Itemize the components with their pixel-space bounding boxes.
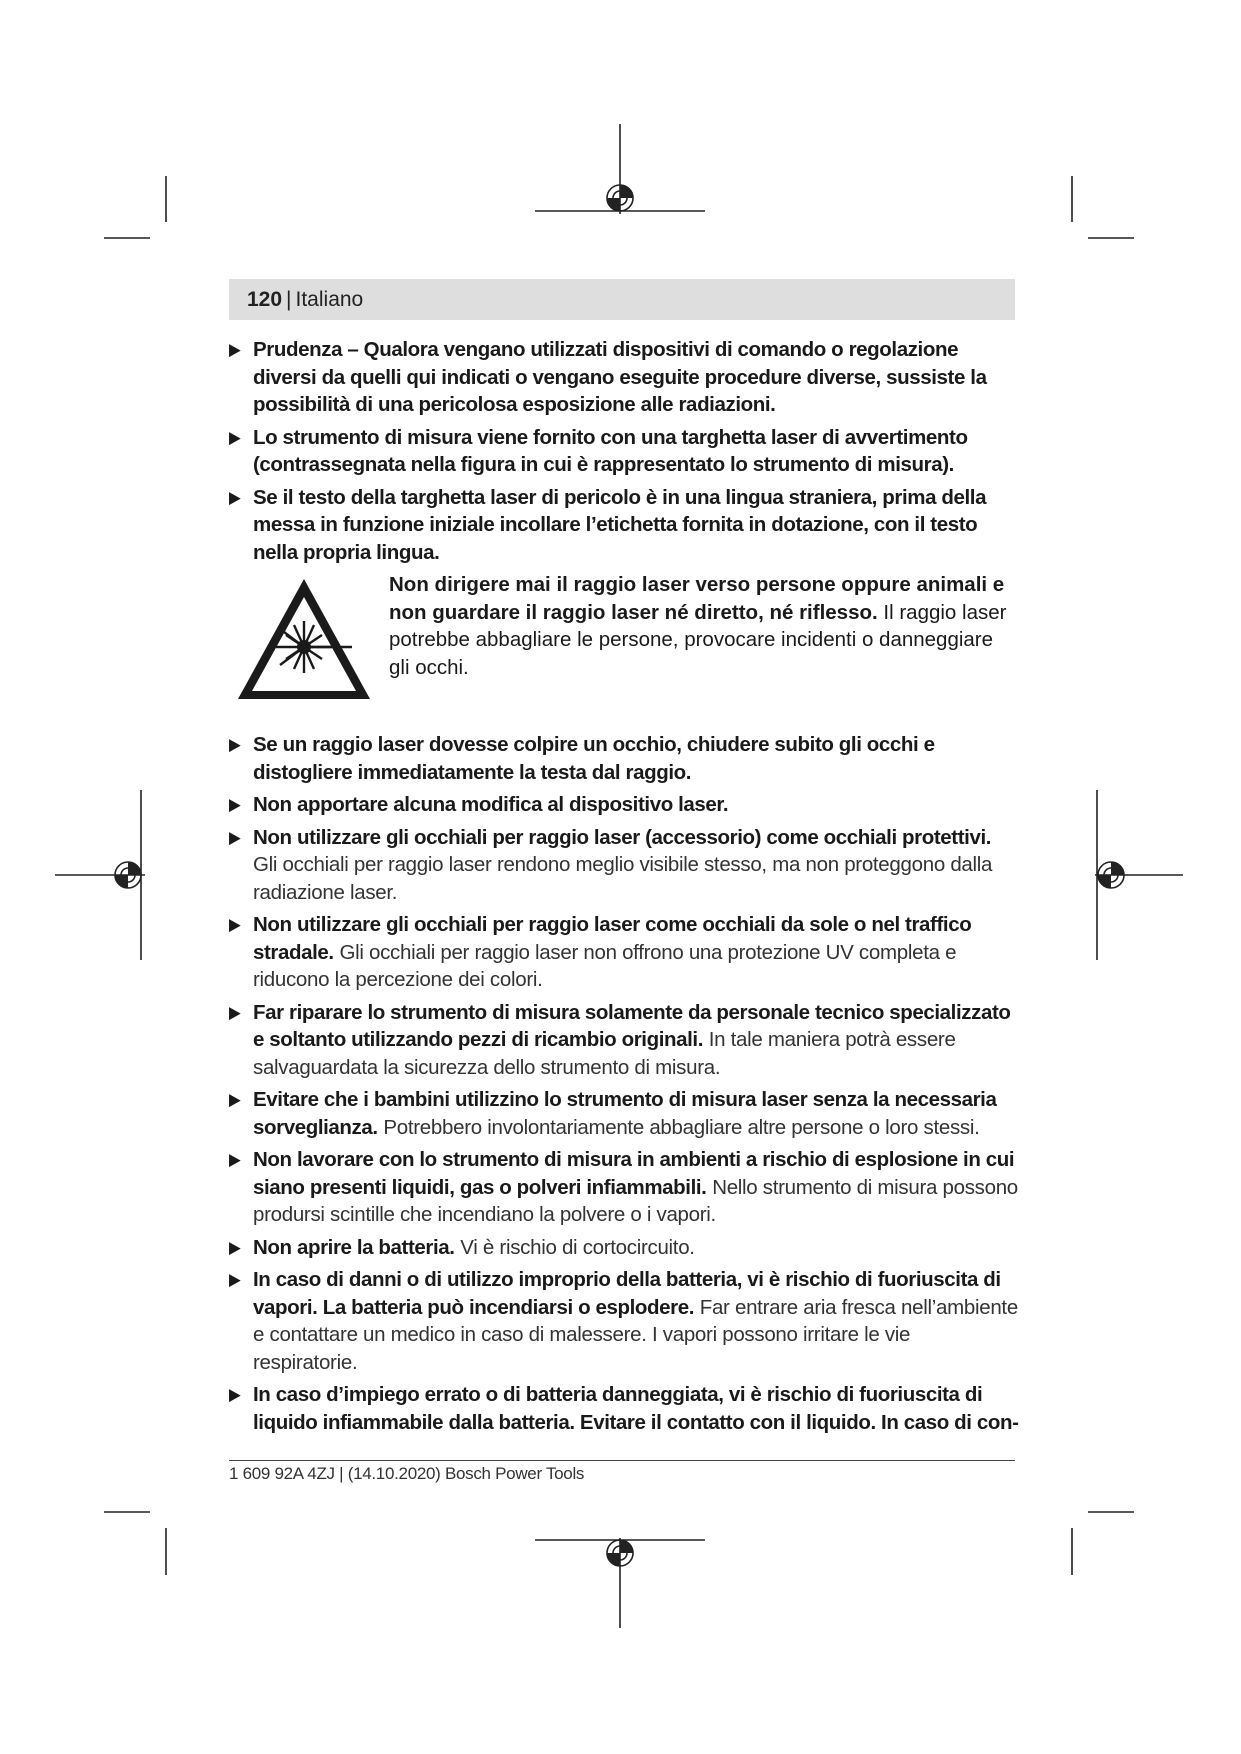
bullet-triangle-icon: ▶	[229, 340, 241, 359]
item-bold-text: Lo strumento di misura viene fornito con una targhetta laser di avvertimento (contrassegnata nella figura in cui è rappresentato lo strumento di misura).	[253, 425, 968, 476]
main-content	[229, 336, 1019, 1441]
item-bold-text: Evitare che i bambini utilizzino lo strumento di misura laser senza la necessaria sorveglianza.	[253, 1088, 997, 1139]
item-bold-text: Prudenza – Qualora vengano utilizzati dispositivi di comando o regolazione diversi da quelli qui indicati o vengano eseguite procedure diverse, sussiste la possibilità di una pericolosa esposizione alle radiazioni.	[253, 338, 987, 416]
list-item	[229, 731, 1019, 786]
list-item	[229, 1146, 1019, 1229]
item-normal-text: Nello strumento di misura possono prodursi scintille che incendiano la polvere o i vapori.	[253, 1175, 1018, 1226]
item-normal-text: Gli occhiali per raggio laser non offrono una protezione UV completa e riducono la percezione dei colori.	[253, 940, 957, 991]
item-bold-text: Non lavorare con lo strumento di misura in ambienti a rischio di esplosione in cui siano presenti liquidi, gas o polveri infiammabili.	[253, 1148, 1015, 1199]
list-item	[229, 424, 1019, 479]
bullet-triangle-icon: ▶	[229, 1237, 241, 1257]
bullet-triangle-icon: ▶	[229, 1150, 241, 1169]
warning-bold-text: Non dirigere mai il raggio laser verso persone oppure animali e non guardare il raggio laser né diretto, né riflesso.	[389, 573, 1005, 624]
laser-warning-text	[389, 571, 1019, 681]
list-item	[229, 1234, 1019, 1262]
item-bold-text: Non utilizzare gli occhiali per raggio laser come occhiali da sole o nel traffico stradale.	[253, 913, 972, 964]
item-normal-text: Far entrare aria fresca nell’ambiente e contattare un medico in caso di malessere. I vapori possono irritare le vie respiratorie.	[253, 1295, 1018, 1374]
list-item	[229, 1381, 1019, 1436]
item-normal-text: Gli occhiali per raggio laser rendono meglio visibile stesso, ma non proteggono dalla radiazione laser.	[253, 853, 993, 904]
footer-brand: Bosch Power Tools	[444, 1464, 585, 1483]
list-item	[229, 336, 1019, 419]
bullet-triangle-icon: ▶	[229, 1270, 241, 1289]
item-normal-text: In tale maniera potrà essere salvaguardata la sicurezza dello strumento di misura.	[253, 1028, 956, 1079]
item-bold-text: In caso d’impiego errato o di batteria danneggiata, vi è rischio di fuoriuscita di liquido infiammabile dalla batteria. Evitare il contatto con il liquido. In caso di con-	[253, 1383, 1019, 1434]
page-header	[229, 279, 1015, 320]
list-item	[229, 999, 1019, 1082]
header-separator: |	[286, 287, 292, 311]
list-item	[229, 824, 1019, 907]
bullet-triangle-icon: ▶	[229, 735, 241, 754]
item-normal-text: Potrebbero involontariamente abbagliare altre persone o loro stessi.	[383, 1115, 980, 1139]
laser-warning-triangle-icon	[234, 575, 374, 705]
item-bold-text: Non apportare alcuna modifica al dispositivo laser.	[253, 793, 729, 816]
bullet-triangle-icon: ▶	[229, 487, 241, 507]
list-item	[229, 791, 1019, 819]
item-bold-text: Se un raggio laser dovesse colpire un occhio, chiudere subito gli occhi e distogliere immediatamente la testa dal raggio.	[253, 733, 935, 784]
item-bold-text: Far riparare lo strumento di misura solamente da personale tecnico specializzato e soltanto utilizzando pezzi di ricambio originali.	[253, 1000, 1011, 1051]
bullet-triangle-icon: ▶	[229, 827, 241, 847]
list-item	[229, 1086, 1019, 1141]
laser-warning-block	[229, 571, 1019, 711]
item-bold-text: Se il testo della targhetta laser di pericolo è in una lingua straniera, prima della messa in funzione iniziale incollare l’etichetta fornita in dotazione, con il testo nella propria lingua.	[253, 485, 987, 564]
item-normal-text: Vi è rischio di cortocircuito.	[460, 1235, 695, 1259]
footer-doc-code: 1 609 92A 4ZJ	[229, 1464, 335, 1483]
item-bold-text: Non utilizzare gli occhiali per raggio laser (accessorio) come occhiali protettivi.	[253, 825, 992, 849]
footer-date: (14.10.2020)	[347, 1464, 441, 1483]
bullet-triangle-icon: ▶	[229, 1002, 241, 1022]
list-item	[229, 911, 1019, 994]
item-bold-text: In caso di danni o di utilizzo improprio della batteria, vi è rischio di fuoriuscita di vapori. La batteria può incendiarsi o esplodere.	[253, 1268, 1001, 1319]
page-footer: 1 609 92A 4ZJ | (14.10.2020) Bosch Power Tools	[229, 1464, 585, 1483]
footer-divider	[229, 1460, 1015, 1461]
list-item	[229, 484, 1019, 567]
bullet-triangle-icon: ▶	[229, 1385, 241, 1404]
bullet-triangle-icon: ▶	[229, 427, 241, 447]
bullet-triangle-icon: ▶	[229, 1090, 241, 1109]
section-language: Italiano	[295, 287, 364, 311]
list-item	[229, 1266, 1019, 1376]
bullet-triangle-icon: ▶	[229, 915, 241, 934]
bullet-triangle-icon: ▶	[229, 795, 241, 814]
page-number: 120	[247, 287, 283, 311]
warning-normal-text: Il raggio laser potrebbe abbagliare le persone, provocare incidenti o danneggiare gli occhi.	[389, 600, 1007, 679]
item-bold-text: Non aprire la batteria.	[253, 1235, 455, 1259]
